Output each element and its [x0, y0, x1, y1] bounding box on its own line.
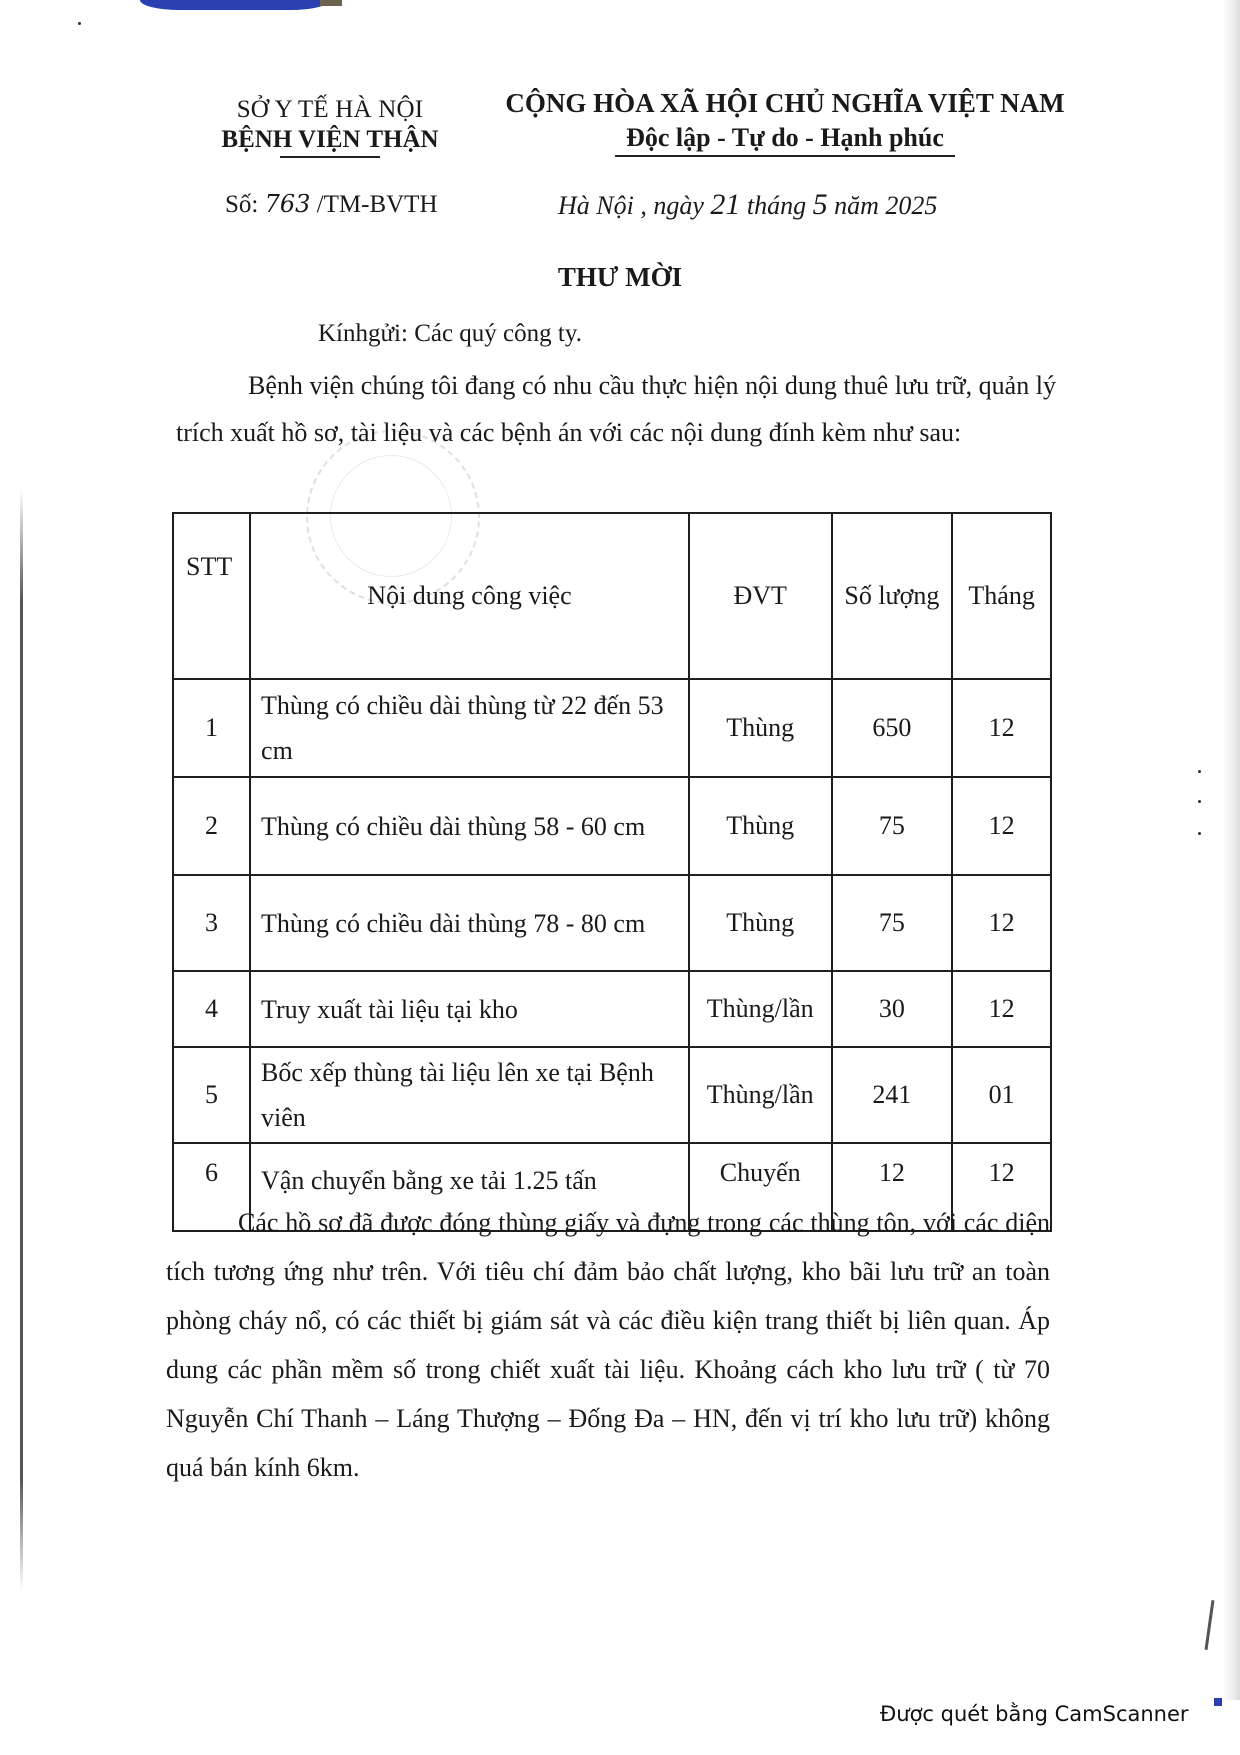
header-description: Nội dung công việc [250, 513, 689, 679]
hospital-name: BỆNH VIỆN THẬN [221, 126, 439, 153]
cell-description: Bốc xếp thùng tài liệu lên xe tại Bệnh viên [250, 1047, 689, 1143]
cell-quantity: 30 [832, 971, 953, 1047]
scan-artifact-bottom [1214, 1698, 1222, 1706]
header-months: Tháng [952, 513, 1051, 679]
cell-stt: 1 [173, 679, 250, 777]
date-year: 2025 [885, 191, 938, 220]
table-row [173, 679, 1051, 777]
header-unit: ĐVT [689, 513, 832, 679]
cell-months: 12 [952, 971, 1051, 1047]
service-table [172, 512, 1052, 1232]
date-month-label: tháng [746, 191, 807, 220]
table-row [173, 875, 1051, 971]
cell-quantity: 12 [832, 1143, 953, 1231]
number-handwritten: 763 [264, 190, 311, 218]
cell-stt: 5 [173, 1047, 250, 1143]
cell-unit: Thùng [689, 875, 832, 971]
date-day: 21 [710, 188, 741, 221]
issuer-block [200, 96, 460, 158]
scan-speck [1198, 800, 1201, 803]
cell-unit: Thùng [689, 679, 832, 777]
issue-date [558, 188, 937, 222]
department-name: SỞ Y TẾ HÀ NỘI [236, 96, 424, 123]
scan-edge-shadow [1222, 0, 1240, 1700]
cell-description: Truy xuất tài liệu tại kho [250, 971, 689, 1047]
national-header [505, 88, 1065, 157]
header-stt: STT [173, 513, 250, 679]
table-row [173, 1047, 1051, 1143]
table-row [173, 971, 1051, 1047]
scan-artifact-top [140, 0, 330, 10]
cell-unit: Chuyến [689, 1143, 832, 1231]
number-suffix: /TM-BVTH [316, 191, 438, 218]
cell-months: 01 [952, 1047, 1051, 1143]
motto-underline [615, 155, 955, 157]
cell-description: Vận chuyển bằng xe tải 1.25 tấn [250, 1143, 689, 1231]
national-motto: Độc lập - Tự do - Hạnh phúc [626, 123, 944, 152]
closing-text: Các hồ sơ đã được đóng thùng giấy và đựng trong các thùng tôn, với các diện tích tương ứng như trên. Với tiêu chí đảm bảo chất lượng, kho bãi lưu trữ an toàn phòng cháy nổ, có các thiết bị giám sát và các điều kiện trang thiết bị liên quan. Áp dung các phần mềm số trong chiết xuất tài liệu. Khoảng cách kho lưu trữ ( từ 70 Nguyễn Chí Thanh – Láng Thượng – Đống Đa – HN, đến vị trí kho lưu trữ) không quá bán kính 6km. [166, 1208, 1050, 1482]
intro-text: Bệnh viện chúng tôi đang có nhu cầu thực hiện nội dung thuê lưu trữ, quản lý trích xuất hồ sơ, tài liệu và các bệnh án với các nội dung đính kèm như sau: [176, 371, 1056, 447]
scan-edge-line [20, 490, 23, 1590]
cell-description: Thùng có chiều dài thùng từ 22 đến 53 cm [250, 679, 689, 777]
scan-speck [1198, 770, 1201, 773]
cell-description: Thùng có chiều dài thùng 58 - 60 cm [250, 777, 689, 875]
recipient-line: Kínhgửi: Các quý công ty. [318, 320, 582, 347]
cell-stt: 2 [173, 777, 250, 875]
cell-quantity: 75 [832, 777, 953, 875]
cell-unit: Thùng/lần [689, 971, 832, 1047]
date-month: 5 [812, 188, 828, 221]
cell-months: 12 [952, 1143, 1051, 1231]
date-year-label: năm [834, 191, 879, 220]
closing-paragraph [166, 1198, 1050, 1492]
cell-months: 12 [952, 777, 1051, 875]
scan-artifact-top-dark [320, 0, 342, 6]
cell-unit: Thùng [689, 777, 832, 875]
intro-paragraph [176, 362, 1056, 456]
number-prefix: Số: [225, 191, 259, 218]
document-number [225, 190, 438, 219]
cell-quantity: 75 [832, 875, 953, 971]
table-row [173, 777, 1051, 875]
scan-edge-mark [1205, 1600, 1215, 1650]
cell-description: Thùng có chiều dài thùng 78 - 80 cm [250, 875, 689, 971]
cell-months: 12 [952, 875, 1051, 971]
table-header-row [173, 513, 1051, 679]
cell-quantity: 241 [832, 1047, 953, 1143]
cell-unit: Thùng/lần [689, 1047, 832, 1143]
nation-name: CỘNG HÒA XÃ HỘI CHỦ NGHĨA VIỆT NAM [505, 88, 1065, 118]
scan-speck [78, 22, 81, 25]
document-title: THƯ MỜI [557, 262, 683, 292]
date-prefix: Hà Nội , ngày [558, 191, 704, 220]
cell-stt: 3 [173, 875, 250, 971]
cell-stt: 6 [173, 1143, 250, 1231]
cell-months: 12 [952, 679, 1051, 777]
issuer-underline [280, 156, 380, 158]
scan-speck [1198, 832, 1201, 835]
camscanner-watermark: Được quét bằng CamScanner [880, 1702, 1189, 1726]
header-quantity: Số lượng [832, 513, 953, 679]
cell-stt: 4 [173, 971, 250, 1047]
cell-quantity: 650 [832, 679, 953, 777]
